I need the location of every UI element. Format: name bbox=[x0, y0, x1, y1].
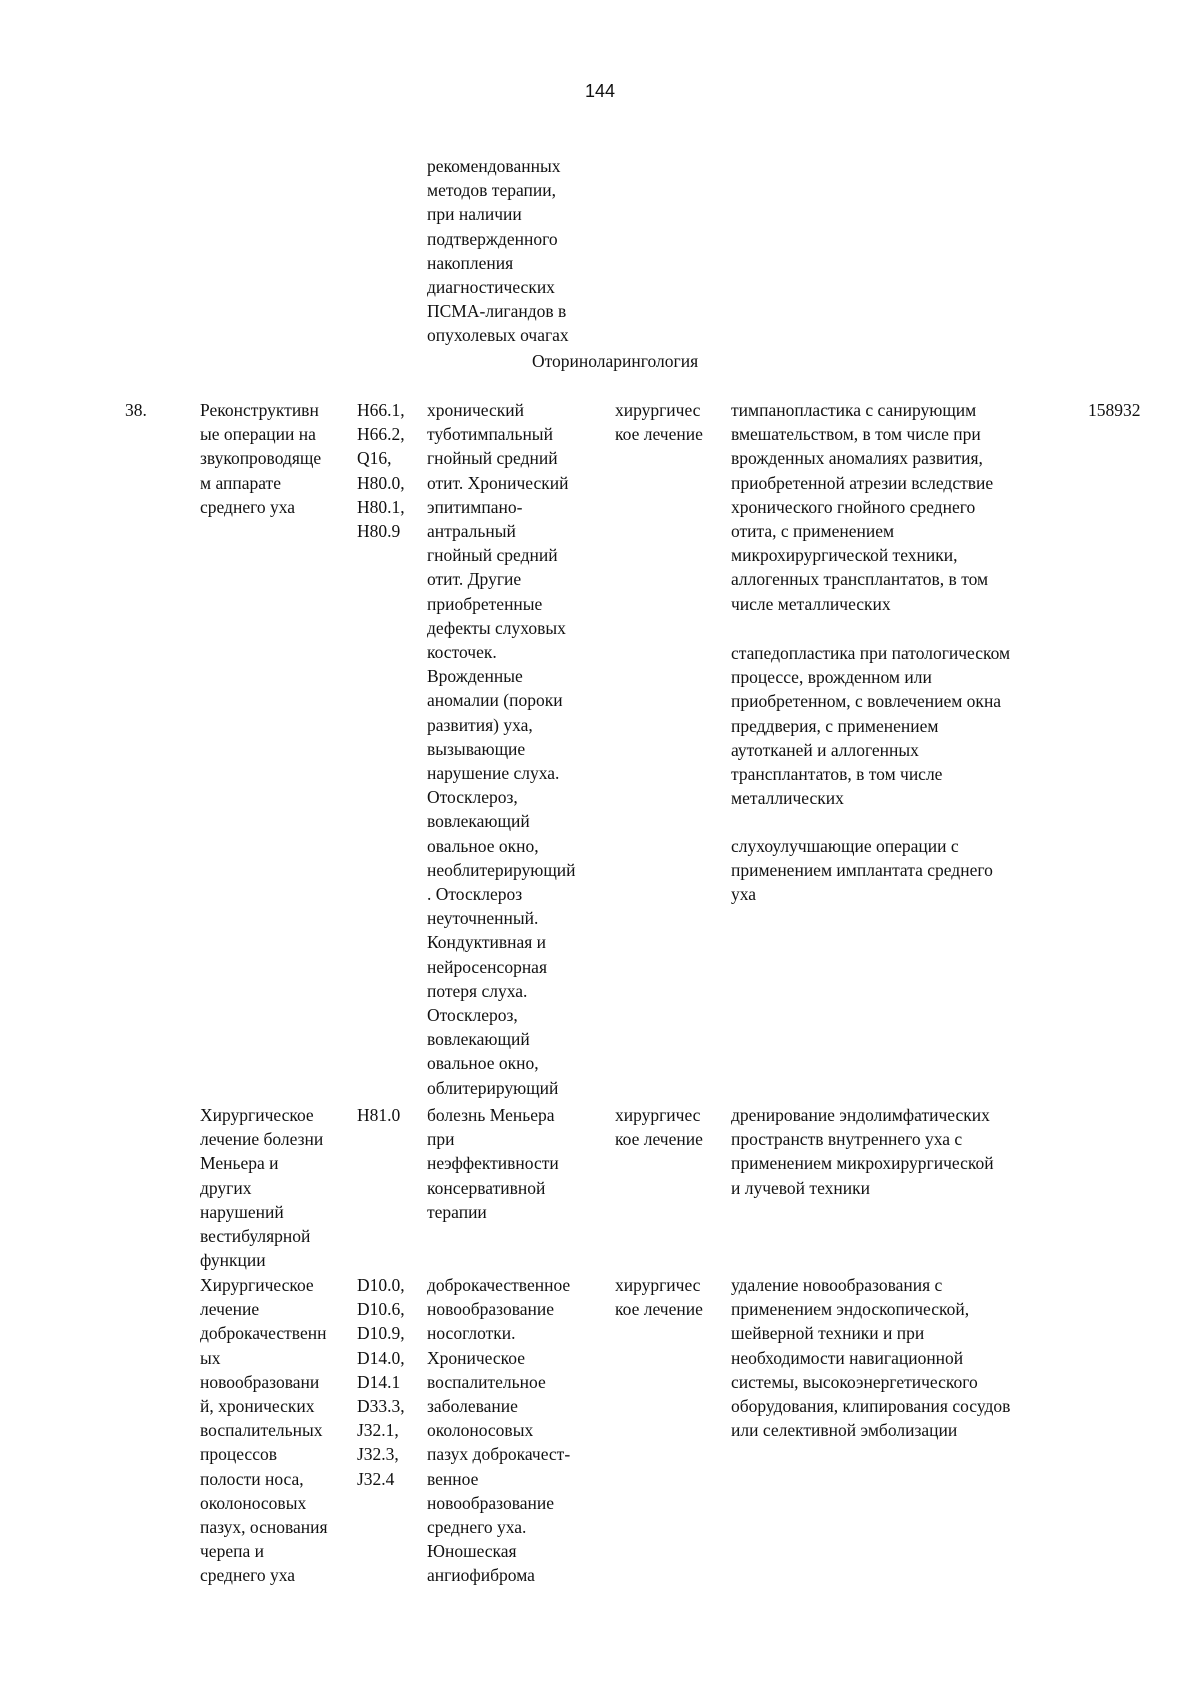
row-number: 38. bbox=[125, 400, 147, 420]
continuation-indication: рекомендованных методов терапии, при наличии подтвержденного накопления диагностических ПСМА-лигандов в опухолевых очагах bbox=[427, 156, 569, 346]
treatment-type: хирургичес кое лечение bbox=[615, 400, 703, 445]
indication: доброкачественное новообразование носоглотки. Хроническое воспалительное заболевание околоносовых пазух доброкачест- венное новообразование среднего уха. Юношеская ангиофиброма bbox=[427, 1275, 571, 1586]
page-number: 144 bbox=[584, 81, 616, 101]
section-title: Оториноларингология bbox=[532, 351, 699, 371]
diagnosis-codes: H66.1, H66.2, Q16, H80.0, H80.1, H80.9 bbox=[357, 400, 405, 542]
treatment-method: удаление новообразования с применением эндоскопической, шейверной техники и при необходимости навигационной системы, высокоэнергетического оборудования, клипирования сосудов или селективной эмболизации bbox=[731, 1275, 1011, 1441]
procedure-name: Хирургическое лечение доброкачественн ых новообразовани й, хронических воспалительных процессов полости носа, околоносовых пазух, основания черепа и среднего уха bbox=[200, 1275, 328, 1586]
treatment-method: тимпанопластика с санирующим вмешательством, в том числе при врожденных аномалиях развития, приобретенной атрезии вследствие хронического гнойного среднего отита, с применением микрохирургической техники, аллогенных трансплантатов, в том числе металлических bbox=[731, 400, 994, 614]
treatment-type: хирургичес кое лечение bbox=[615, 1105, 703, 1150]
indication: хронический туботимпальный гнойный средний отит. Хронический эпитимпано- антральный гнойный средний отит. Другие приобретенные дефекты слуховых косточек. Врожденные аномалии (пороки развития) уха, вызывающие нарушение слуха. Отосклероз, вовлекающий овальное окно, необлитерирующий . Отосклероз неуточненный. Кондуктивная и нейросенсорная потеря слуха. Отосклероз, вовлекающий овальное окно, облитерирующий bbox=[427, 400, 576, 1098]
procedure-name: Хирургическое лечение болезни Меньера и других нарушений вестибулярной функции bbox=[200, 1105, 324, 1271]
treatment-type: хирургичес кое лечение bbox=[615, 1275, 703, 1320]
treatment-method: слухоулучшающие операции с применением имплантата среднего уха bbox=[731, 836, 993, 905]
treatment-method: стапедопластика при патологическом процессе, врожденном или приобретенном, с вовлечением окна преддверия, с применением аутотканей и аллогенных трансплантатов, в том числе металлических bbox=[731, 643, 1011, 809]
diagnosis-codes: H81.0 bbox=[357, 1105, 401, 1125]
indication: болезнь Меньера при неэффективности консервативной терапии bbox=[427, 1105, 559, 1222]
treatment-method: дренирование эндолимфатических пространств внутреннего уха с применением микрохирургической и лучевой техники bbox=[731, 1105, 994, 1198]
procedure-name: Реконструктивн ые операции на звукопроводяще м аппарате среднего уха bbox=[200, 400, 322, 517]
diagnosis-codes: D10.0, D10.6, D10.9, D14.0, D14.1 D33.3, J32.1, J32.3, J32.4 bbox=[357, 1275, 405, 1489]
cost: 158932 bbox=[1088, 400, 1141, 420]
